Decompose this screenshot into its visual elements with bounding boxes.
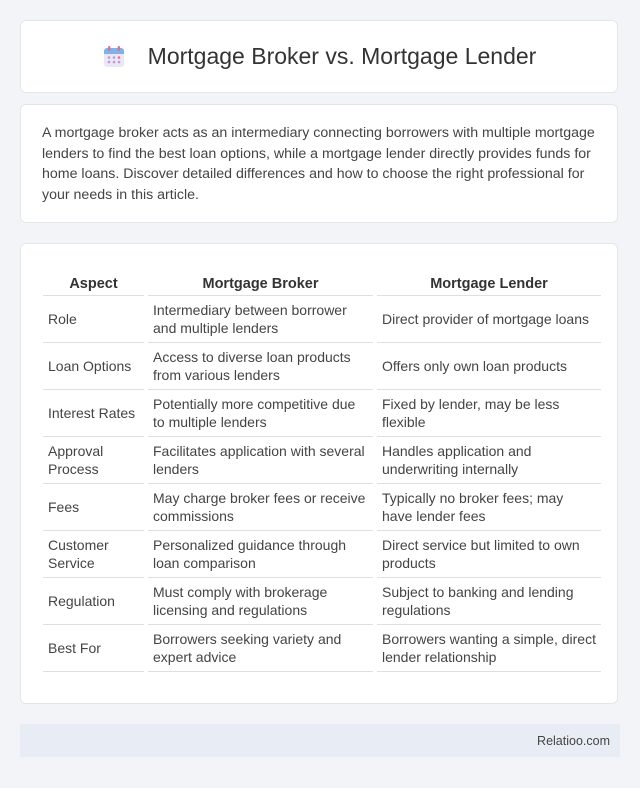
broker-cell: Intermediary between borrower and multiple lenders: [148, 296, 373, 343]
aspect-cell: Best For: [43, 625, 144, 672]
footer-site-link[interactable]: Relatioo.com: [537, 733, 610, 748]
lender-cell: Direct provider of mortgage loans: [377, 296, 601, 343]
aspect-cell: Role: [43, 296, 144, 343]
table-header-row: [43, 262, 601, 296]
intro-text: A mortgage broker acts as an intermediary connecting borrowers with multiple mortgage lenders to find the best loan options, while a mortgage lender directly provides funds for home loans. Discover detailed differences and how to choose the right professional for your needs in this article.: [42, 125, 595, 203]
aspect-cell: Loan Options: [43, 343, 144, 390]
aspect-cell: Customer Service: [43, 531, 144, 578]
lender-cell: Handles application and underwriting internally: [377, 437, 601, 484]
lender-cell: Offers only own loan products: [377, 343, 601, 390]
broker-cell: Access to diverse loan products from various lenders: [148, 343, 373, 390]
table-row: [43, 437, 601, 484]
calendar-icon: [102, 45, 126, 69]
broker-cell: Personalized guidance through loan comparison: [148, 531, 373, 578]
table-row: [43, 578, 601, 625]
table-row: [43, 390, 601, 437]
table-row: [43, 484, 601, 531]
broker-cell: Facilitates application with several lenders: [148, 437, 373, 484]
table-row: [43, 531, 601, 578]
broker-cell: Borrowers seeking variety and expert advice: [148, 625, 373, 672]
broker-cell: Potentially more competitive due to multiple lenders: [148, 390, 373, 437]
header-lender: Mortgage Lender: [377, 262, 601, 296]
aspect-cell: Approval Process: [43, 437, 144, 484]
aspect-cell: Regulation: [43, 578, 144, 625]
comparison-table: [39, 262, 605, 672]
header-aspect: Aspect: [43, 262, 144, 296]
broker-cell: Must comply with brokerage licensing and regulations: [148, 578, 373, 625]
comparison-card: [20, 243, 618, 704]
footer: [20, 724, 620, 757]
broker-cell: May charge broker fees or receive commissions: [148, 484, 373, 531]
intro-card: [20, 104, 618, 223]
page-title: Mortgage Broker vs. Mortgage Lender: [147, 43, 537, 69]
table-row: [43, 343, 601, 390]
lender-cell: Fixed by lender, may be less flexible: [377, 390, 601, 437]
lender-cell: Typically no broker fees; may have lender fees: [377, 484, 601, 531]
aspect-cell: Fees: [43, 484, 144, 531]
title-card: [20, 20, 618, 93]
table-row: [43, 625, 601, 672]
table-row: [43, 296, 601, 343]
header-broker: Mortgage Broker: [148, 262, 373, 296]
aspect-cell: Interest Rates: [43, 390, 144, 437]
lender-cell: Direct service but limited to own products: [377, 531, 601, 578]
lender-cell: Borrowers wanting a simple, direct lender relationship: [377, 625, 601, 672]
lender-cell: Subject to banking and lending regulations: [377, 578, 601, 625]
